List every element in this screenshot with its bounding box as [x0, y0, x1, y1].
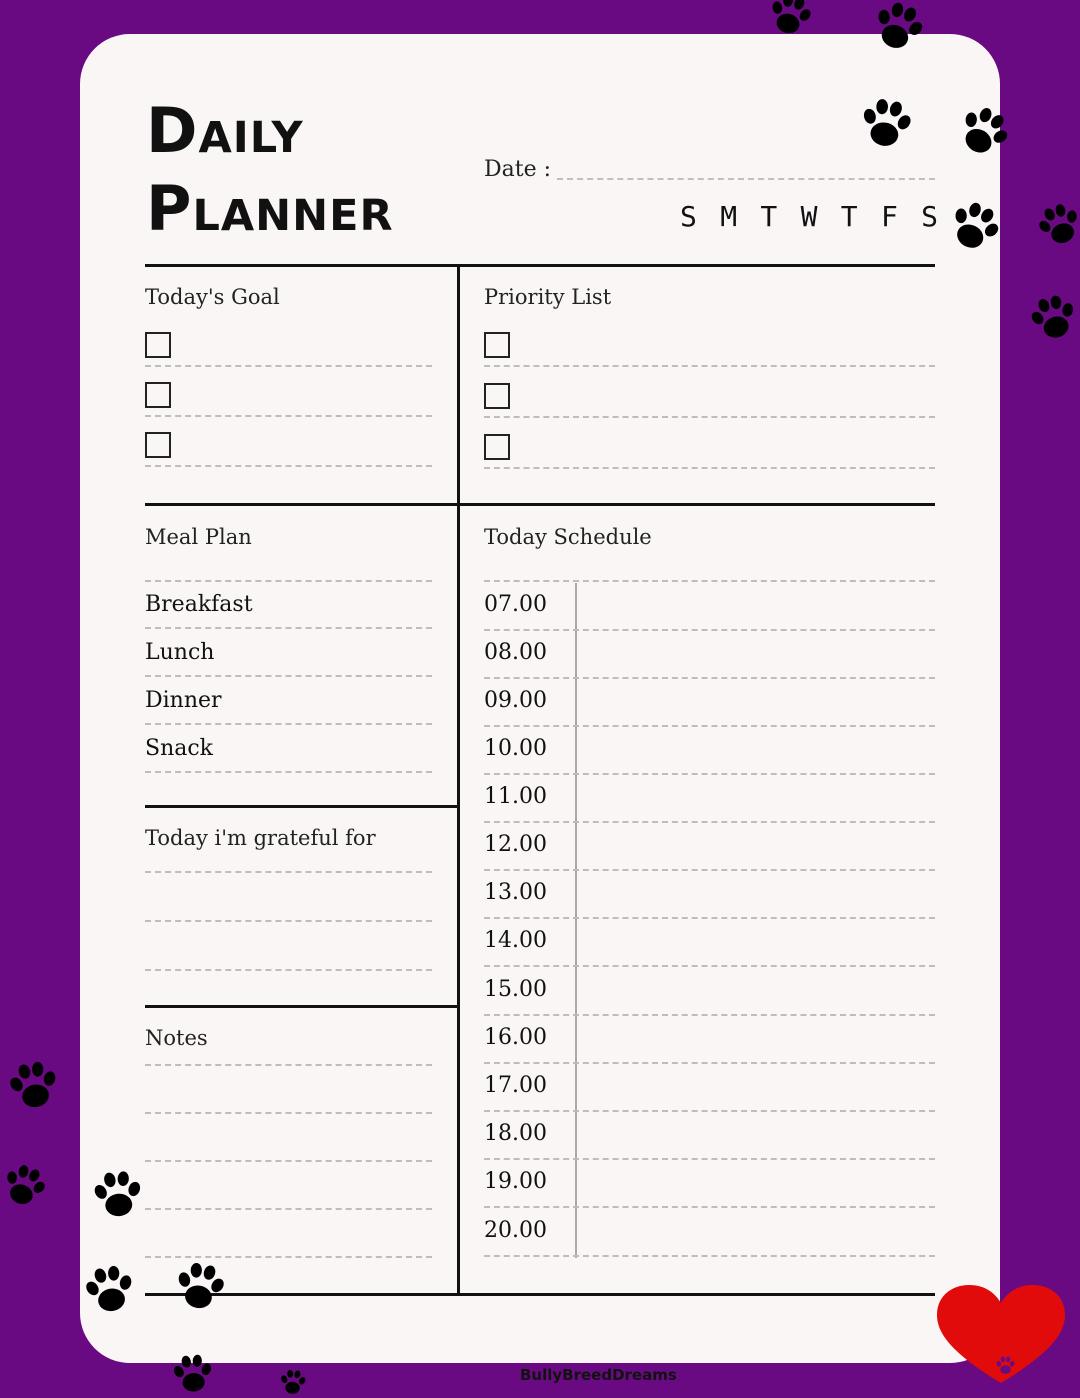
priority-title: Priority List [484, 285, 612, 309]
priority-line-3[interactable] [484, 467, 935, 469]
date-field[interactable] [557, 178, 935, 180]
meal-plan-title: Meal Plan [145, 525, 252, 549]
meal-lunch-label: Lunch [145, 640, 215, 665]
schedule-line[interactable] [484, 629, 935, 631]
divider-mid [145, 503, 935, 506]
schedule-time: 09.00 [484, 688, 547, 713]
goal-line-2[interactable] [145, 415, 432, 417]
schedule-line[interactable] [484, 1014, 935, 1016]
schedule-line[interactable] [484, 869, 935, 871]
notes-line-4[interactable] [145, 1208, 432, 1210]
notes-line-2[interactable] [145, 1112, 432, 1114]
meal-snack-label: Snack [145, 736, 214, 761]
schedule-line[interactable] [484, 1110, 935, 1112]
priority-line-1[interactable] [484, 365, 935, 367]
schedule-column-divider [575, 583, 577, 1258]
divider-top [145, 264, 935, 267]
schedule-line[interactable] [484, 965, 935, 967]
divider-meal-grateful [145, 805, 458, 808]
day-monday[interactable]: M [720, 200, 738, 233]
paw-icon [90, 1166, 146, 1226]
goal-line-3[interactable] [145, 465, 432, 467]
day-tuesday[interactable]: T [760, 200, 778, 233]
paw-icon [82, 1262, 138, 1320]
schedule-time: 15.00 [484, 977, 547, 1002]
day-wednesday[interactable]: W [800, 200, 818, 233]
schedule-line[interactable] [484, 1158, 935, 1160]
schedule-time: 16.00 [484, 1025, 547, 1050]
paw-icon [762, 0, 818, 40]
page-title-line1: Daily [146, 94, 304, 167]
schedule-line[interactable] [484, 821, 935, 823]
meal-line-dinner[interactable] [145, 723, 432, 725]
paw-icon [870, 0, 926, 56]
goal-checkbox-1[interactable] [145, 332, 171, 358]
priority-line-2[interactable] [484, 416, 935, 418]
notes-line-3[interactable] [145, 1160, 432, 1162]
schedule-line[interactable] [484, 1255, 935, 1257]
paw-icon [268, 1368, 318, 1398]
schedule-time: 18.00 [484, 1121, 547, 1146]
goal-checkbox-3[interactable] [145, 432, 171, 458]
notes-title: Notes [145, 1026, 208, 1050]
paw-icon [955, 104, 1011, 162]
priority-checkbox-2[interactable] [484, 383, 510, 409]
brand-watermark: BullyBreedDreams [520, 1366, 677, 1384]
goals-title: Today's Goal [145, 285, 280, 309]
paw-icon [1028, 290, 1080, 348]
schedule-time: 11.00 [484, 784, 547, 809]
divider-bottom [145, 1293, 935, 1296]
meal-line-snack[interactable] [145, 771, 432, 773]
paw-icon [166, 1352, 220, 1398]
paw-icon [0, 1158, 48, 1216]
meal-dinner-label: Dinner [145, 688, 222, 713]
date-label: Date : [484, 157, 552, 182]
grateful-line-3[interactable] [145, 969, 432, 971]
schedule-time: 14.00 [484, 928, 547, 953]
schedule-time: 13.00 [484, 880, 547, 905]
day-saturday[interactable]: S [921, 200, 938, 233]
paw-icon [857, 96, 915, 154]
schedule-time: 12.00 [484, 832, 547, 857]
weekday-selector [680, 200, 938, 233]
paw-icon [946, 198, 1002, 258]
schedule-line[interactable] [484, 917, 935, 919]
goal-line-1[interactable] [145, 365, 432, 367]
schedule-title: Today Schedule [484, 525, 652, 549]
divider-vertical [457, 264, 460, 1295]
grateful-line-2[interactable] [145, 920, 432, 922]
schedule-time: 17.00 [484, 1073, 547, 1098]
priority-checkbox-1[interactable] [484, 332, 510, 358]
heart-icon [935, 1285, 1067, 1385]
schedule-line[interactable] [484, 677, 935, 679]
priority-checkbox-3[interactable] [484, 434, 510, 460]
page-title-line2: Planner [146, 172, 394, 245]
meal-line-lunch[interactable] [145, 675, 432, 677]
schedule-time: 10.00 [484, 736, 547, 761]
day-sunday[interactable]: S [680, 200, 697, 233]
day-friday[interactable]: F [880, 200, 898, 233]
goal-checkbox-2[interactable] [145, 382, 171, 408]
schedule-time: 19.00 [484, 1169, 547, 1194]
schedule-time: 20.00 [484, 1218, 547, 1243]
schedule-line[interactable] [484, 773, 935, 775]
paw-icon [6, 1058, 62, 1116]
schedule-line[interactable] [484, 1062, 935, 1064]
meal-line-0 [145, 580, 432, 582]
meal-line-breakfast[interactable] [145, 627, 432, 629]
schedule-time: 07.00 [484, 592, 547, 617]
notes-line-1[interactable] [145, 1064, 432, 1066]
paw-icon [172, 1258, 228, 1318]
divider-grateful-notes [145, 1005, 458, 1008]
schedule-line[interactable] [484, 725, 935, 727]
meal-breakfast-label: Breakfast [145, 592, 253, 617]
schedule-line-0 [484, 580, 935, 582]
grateful-title: Today i'm grateful for [145, 826, 376, 850]
grateful-line-1[interactable] [145, 871, 432, 873]
day-thursday[interactable]: T [840, 200, 858, 233]
schedule-time: 08.00 [484, 640, 547, 665]
schedule-line[interactable] [484, 1206, 935, 1208]
paw-icon [1036, 196, 1080, 256]
